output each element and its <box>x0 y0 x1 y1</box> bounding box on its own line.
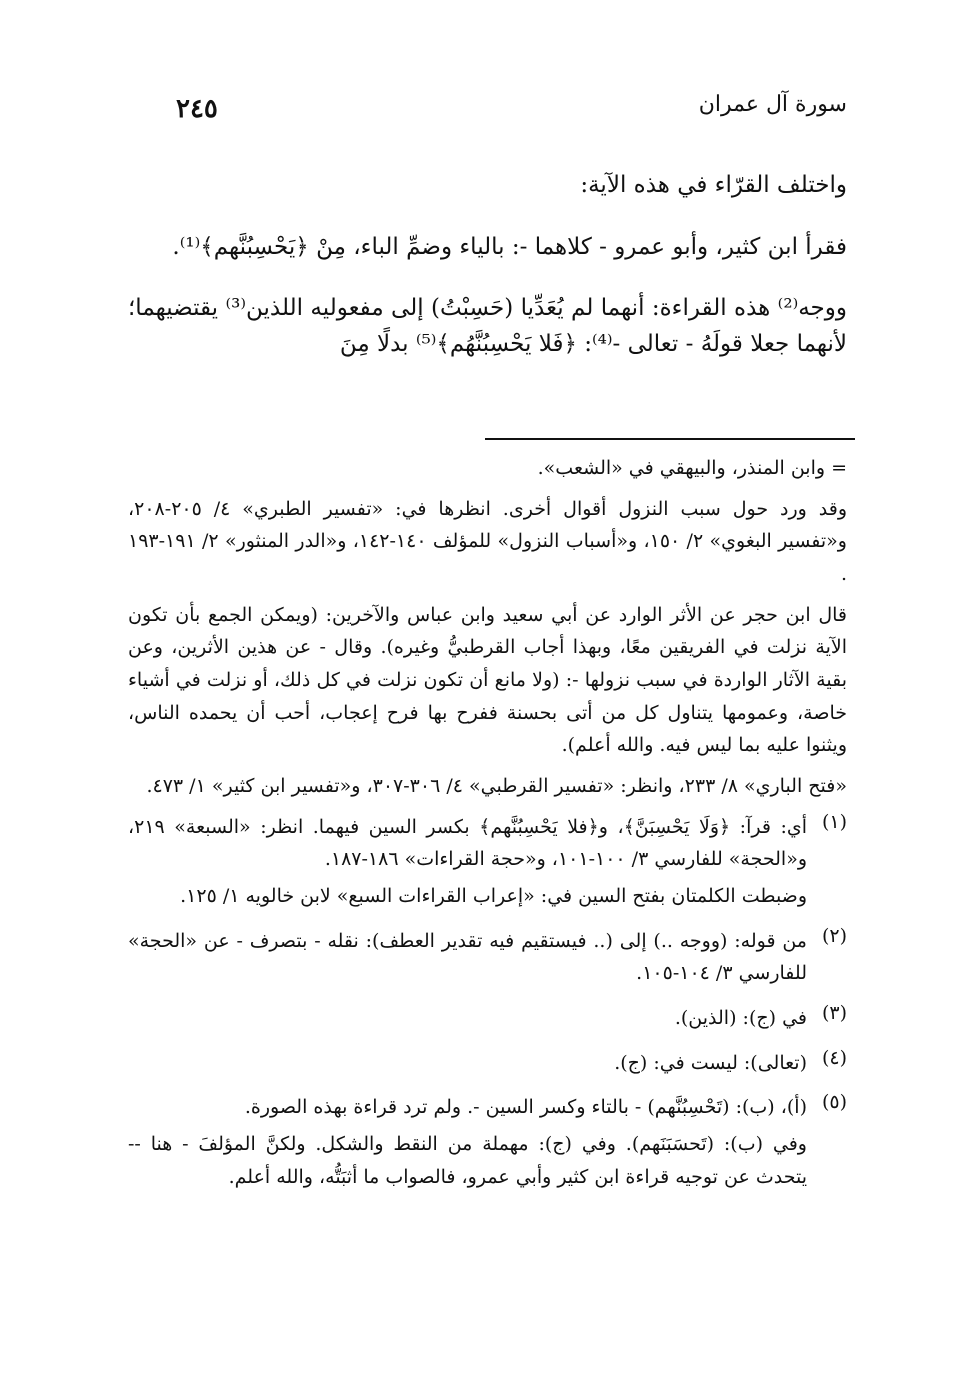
footnote-continued-line: «فتح الباري» ٨/ ٢٣٣، وانظر: «تفسير القرطبي» ٤/ ٣٠٦-٣٠٧، و«تفسير ابن كثير» ١/ ٤٧٣. <box>146 775 847 798</box>
footnote-number: (١) <box>821 810 847 833</box>
footnote-text: أي: قرآ: ﴿وَلَا يَحْسِبَنَّ﴾، و﴿فلا يَحْسِبُنَّهم﴾ بكسر السين فيهما. انظر: «السبعة» ٢١٩، و«الحجة» للفارسي ٣/ ١٠٠-١٠١، و«حجة القراءات» ١٨٦-١٨٧. <box>128 815 807 871</box>
paragraph-reading: فقرأ ابن كثير، وأبو عمرو - كلاهما -: بالياء وضمِّ الباء، مِنْ ﴿يَحْسِبُنَّهم﴾⁽¹⁾. <box>172 233 847 260</box>
footnote-4 <box>128 1047 847 1084</box>
footnote-text: من قوله: (ووجه ..) إلى (.. فيستقيم فيه تقدير العطف): نقله - بتصرف - عن «الحجة» للفارسي ٣/ ١٠٤-١٠٥. <box>128 929 807 985</box>
footnotes <box>128 452 847 1205</box>
footnote-number: (٣) <box>821 1002 847 1025</box>
footnote-text: في (ج): (الذين). <box>674 1007 807 1030</box>
footnote-continued-line: وقد ورد حول سبب النزول أقوال أخرى. انظرها في: «تفسير الطبري» ٤/ ٢٠٥-٢٠٨، و«تفسير البغوي» ٢/ ١٥٠، و«أسباب النزول» للمؤلف ١٤٠-١٤٢، و«الدر المنثور» ٢/ ١٩١-١٩٣ . <box>128 497 847 586</box>
footnote-number: (٥) <box>821 1091 847 1114</box>
footnote-separator <box>485 438 855 440</box>
footnote-continued-line: قال ابن حجر عن الأثر الوارد عن أبي سعيد وابن عباس والآخرين: (ويمكن الجمع بأن تكون الآية نزلت في الفريقين معًا، وبهذا أجاب القرطبيُّ وغيره). وقال - عن هذين الأثرين، وعن بقية الآثار الواردة في سبب نزولها -: (ولا مانع أن تكون نزلت في كل ذلك، أو نزلت في أشياء خاصة، وعمومها يتناول كل من أتى بحسنة ففرح بها فرح إعجاب، أحب أن يحمده الناس، ويثنوا عليه بما ليس فيه. والله أعلم). <box>128 603 847 757</box>
paragraph-intro: واختلف القرّاء في هذه الآية: <box>580 172 847 198</box>
footnote-text: (أ)، (ب): (تَحْسِبُنَّهم) - بالتاء وكسر السين -. ولم ترد قراءة بهذه الصورة. <box>244 1096 807 1119</box>
paragraph-explanation: ووجه⁽²⁾ هذه القراءة: أنهما لم يُعَدِّيا (حَسِبْتُ) إلى مفعوليه اللذين⁽³⁾ يقتضيهما؛ لأنهما جعلا قولَهُ - تعالى -⁽⁴⁾: ﴿فَلا يَحْسِبُنَّهُم﴾⁽⁵⁾ بدلًا مِنَ <box>128 295 847 357</box>
footnote-3 <box>128 1002 847 1039</box>
footnote-text: وضبطت الكلمتان بفتح السين في: «إعراب القراءات السبع» لابن خالويه ١/ ١٢٥. <box>180 885 807 908</box>
footnote-text: وفي (ب): (تَحسَبَنَهم). وفي (ج): مهملة من النقط والشكل. ولكنَّ المؤلفَ - هنا -- يتحدث عن توجيه قراءة ابن كثير وأبي عمرو، فالصواب ما أثبَتُّه، والله أعلم. <box>128 1133 807 1188</box>
footnote-number: (٤) <box>821 1046 847 1069</box>
page-number: ٢٤٥ <box>176 94 218 124</box>
footnote-number: (٢) <box>821 924 847 947</box>
footnote-continued-line: = وابن المنذر، والبيهقي في «الشعب». <box>537 457 847 479</box>
main-text <box>128 168 847 389</box>
running-title: سورة آل عمران <box>698 92 847 117</box>
footnote-5 <box>128 1091 847 1197</box>
footnote-1 <box>128 811 847 917</box>
footnote-2 <box>128 925 847 994</box>
footnote-text: (تعالى): ليست في: (ج). <box>614 1051 807 1074</box>
page-header <box>160 88 847 128</box>
